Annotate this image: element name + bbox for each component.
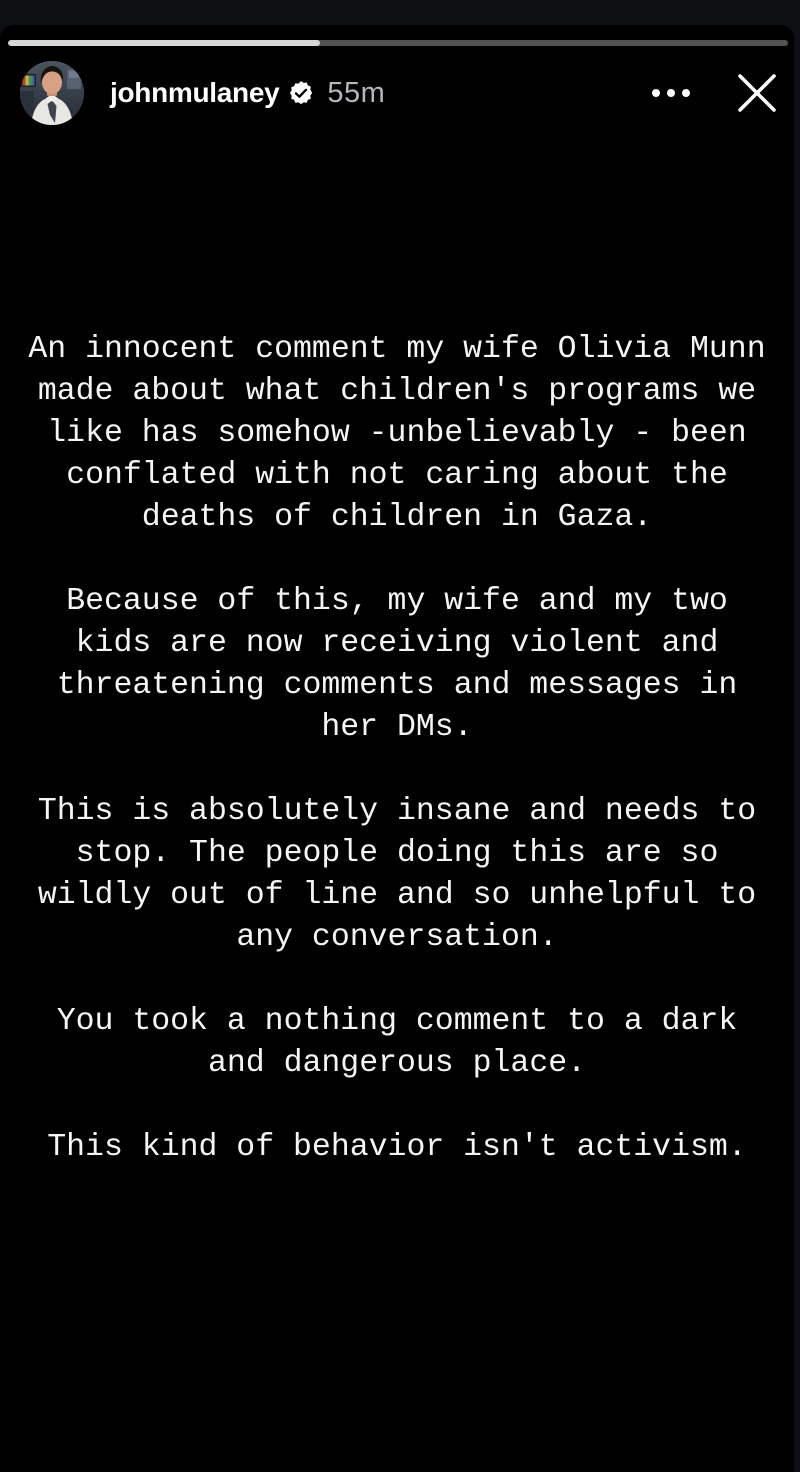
story-paragraph [0,1127,794,1169]
story-text-line: made about what children's programs we [37,374,757,409]
close-button[interactable] [732,68,782,118]
story-text-line: conflated with not caring about the [66,458,728,493]
story-text-line: any conversation. [236,920,558,955]
three-dots-icon [667,89,675,97]
profile-photo-icon [20,61,84,125]
story-text-line: kids are now receiving violent and [75,626,719,661]
story-progress-bar [8,40,788,46]
verified-badge-icon [288,80,314,106]
story-text-line: wildly out of line and so unhelpful to [37,878,757,913]
close-icon [734,70,780,116]
three-dots-icon [682,89,690,97]
story-text-line: deaths of children in Gaza. [141,500,653,535]
story-text-line: like has somehow -unbelievably - been [47,416,747,451]
story-text-line: and dangerous place. [207,1046,587,1081]
story-text-line: Because of this, my wife and my two [66,584,728,619]
more-options-button[interactable] [648,79,694,107]
avatar[interactable] [20,61,84,125]
story-header [20,60,786,126]
story-text-line: You took a nothing comment to a dark [56,1004,738,1039]
story-paragraph [0,581,794,749]
story-text-line: her DMs. [321,710,473,745]
story-text-line: threatening comments and messages in [56,668,738,703]
story-paragraph [0,1001,794,1085]
story-timestamp: 55m [327,76,386,109]
story-card[interactable] [0,25,794,1472]
story-text-line: An innocent comment my wife Olivia Munn [28,332,766,367]
username[interactable]: johnmulaney [110,77,280,108]
story-progress-fill [8,40,320,46]
story-text-block [0,329,794,1169]
story-text-line: This is absolutely insane and needs to [37,794,757,829]
story-paragraph [0,329,794,539]
story-paragraph [0,791,794,959]
three-dots-icon [652,89,660,97]
story-text-line: This kind of behavior isn't activism. [47,1130,747,1165]
story-text-line: stop. The people doing this are so [75,836,719,871]
